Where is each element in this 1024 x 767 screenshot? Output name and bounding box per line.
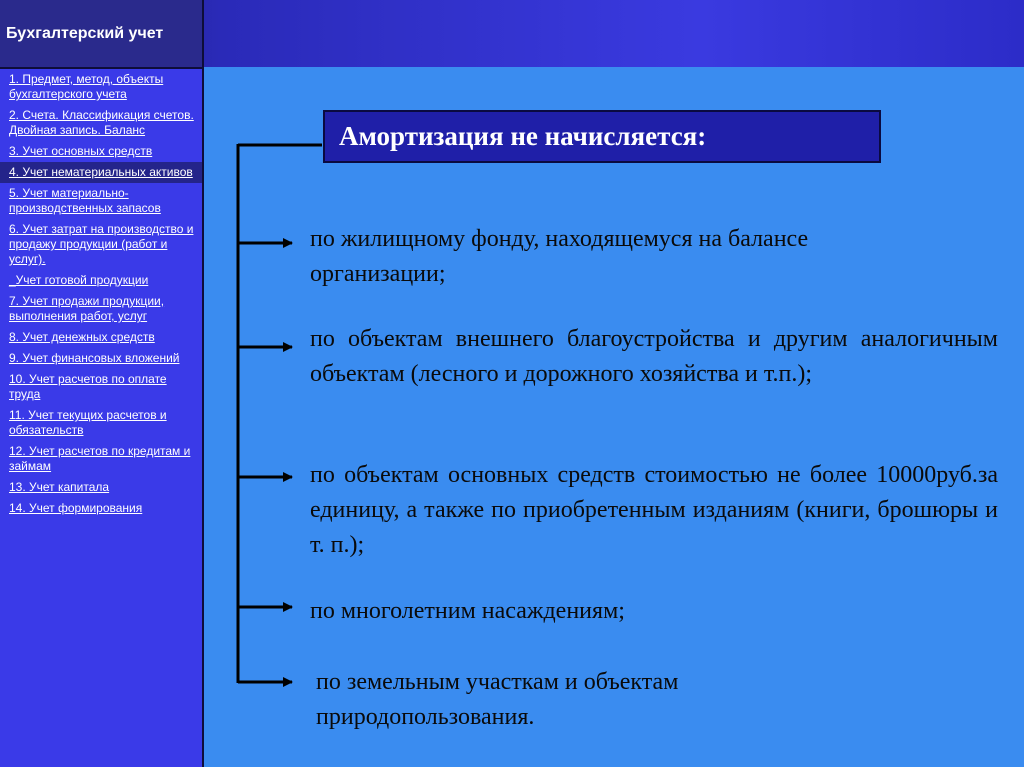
sidebar-item-finished-goods[interactable]: _Учет готовой продукции xyxy=(9,273,149,287)
sidebar-item-loans[interactable]: 12. Учет расчетов по кредитам и займам xyxy=(9,444,191,473)
sidebar-item-financial-investments[interactable]: 9. Учет финансовых вложений xyxy=(9,351,180,365)
sidebar-item-capital[interactable]: 13. Учет капитала xyxy=(9,480,110,494)
sidebar-item-subject-method[interactable]: 1. Предмет, метод, объекты бухгалтерского учета xyxy=(9,72,164,101)
sidebar-item-fixed-assets[interactable]: 3. Учет основных средств xyxy=(9,144,153,158)
sidebar-item-intangible-assets[interactable]: 4. Учет нематериальных активов xyxy=(0,162,202,183)
sidebar-item-accounts[interactable]: 2. Счета. Классификация счетов. Двойная запись. Баланс xyxy=(9,108,194,137)
sidebar-item-formation[interactable]: 14. Учет формирования xyxy=(9,501,143,515)
sidebar-item-current-settlements[interactable]: 11. Учет текущих расчетов и обязательств xyxy=(9,408,167,437)
sidebar-item-cash[interactable]: 8. Учет денежных средств xyxy=(9,330,155,344)
slide-title: Амортизация не начисляется: xyxy=(323,110,881,163)
list-item-land: по земельным участкам и объектам природопользования. xyxy=(316,669,679,730)
list-item-perennial-plantings: по многолетним насаждениям; xyxy=(310,598,625,624)
list-item-improvement: по объектам внешнего благоустройства и другим аналогичным объектам (лесного и дорожного хозяйства и т.п.); xyxy=(310,326,998,387)
sidebar-item-inventories[interactable]: 5. Учет материально-производственных запасов xyxy=(9,186,161,215)
sidebar-item-payroll[interactable]: 10. Учет расчетов по оплате труда xyxy=(9,372,167,401)
list-item-housing: по жилищному фонду, находящемуся на балансе организации; xyxy=(310,226,809,287)
sidebar-item-production-costs[interactable]: 6. Учет затрат на производство и продажу продукции (работ и услуг). xyxy=(9,222,194,266)
app-title: Бухгалтерский учет xyxy=(0,0,204,67)
list-item-low-cost-assets: по объектам основных средств стоимостью не более 10000руб.за единицу, а также по приобретенным изданиям (книги, брошюры и т. п.); xyxy=(310,462,998,558)
sidebar-item-sales[interactable]: 7. Учет продажи продукции, выполнения работ, услуг xyxy=(9,294,165,323)
